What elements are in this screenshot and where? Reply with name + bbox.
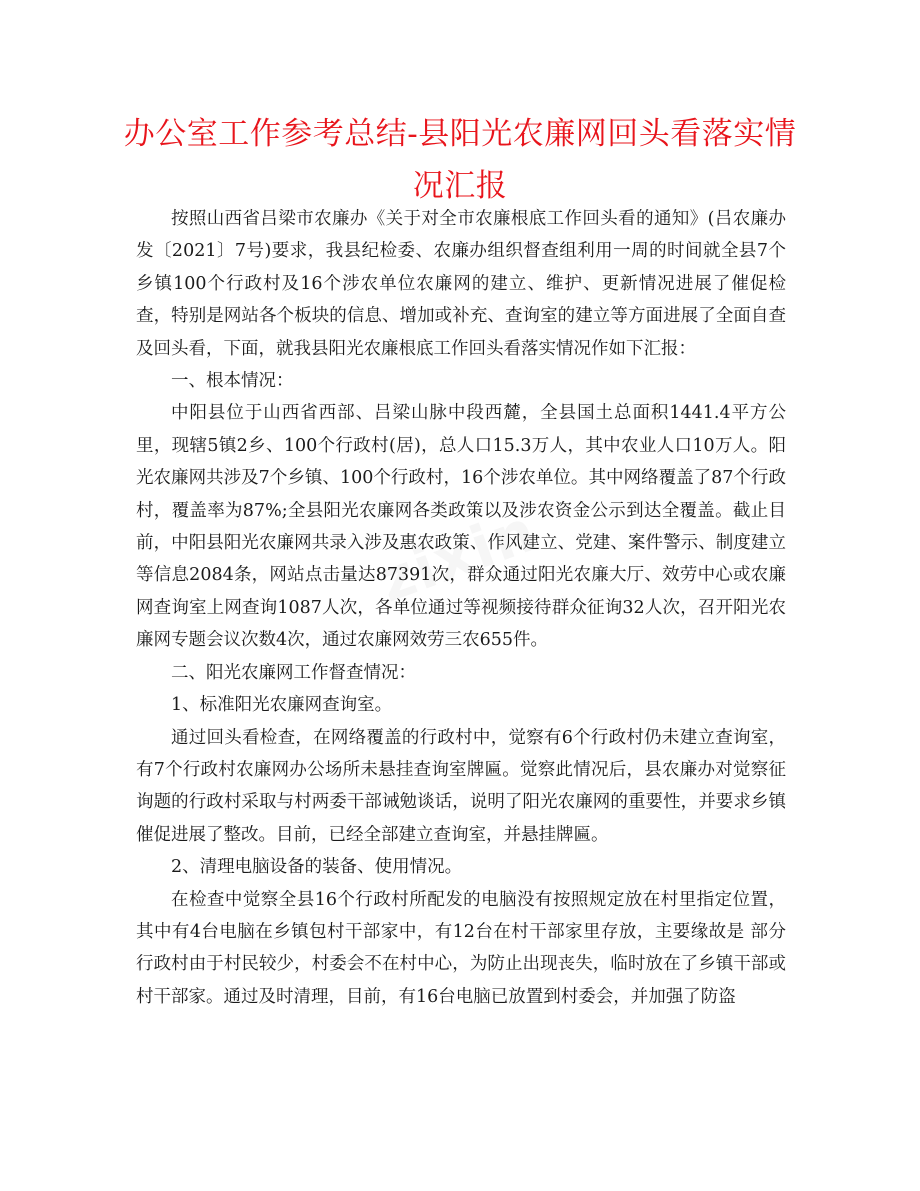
subheading-query-room: 1、标准阳光农廉网查询室。 — [171, 695, 393, 716]
heading-supervision: 二、阳光农廉网工作督查情况： — [171, 662, 416, 683]
paragraph-query-room: 通过回头看检查，在网络覆盖的行政村中，觉察有6个行政村仍未建立查询室，有7个行政村农廉网办公场所未悬挂查询室牌匾。觉察此情况后，县农廉办对觉察征询题的行政村采取与村两委干部诫勉谈话，说明了阳光农廉网的重要性，并要求乡镇催促进展了整改。目前，已经全部建立查询室，并悬挂牌匾。 — [136, 727, 786, 845]
heading-basic-situation: 一、根本情况： — [171, 371, 294, 392]
document-body — [136, 203, 786, 1013]
document-title: 办公室工作参考总结-县阳光农廉网回头看落实情况汇报 — [123, 116, 797, 204]
paragraph-intro: 按照山西省吕梁市农廉办《关于对全市农廉根底工作回头看的通知》(吕农廉办发〔2021〕7号)要求，我县纪检委、农廉办组织督查组利用一周的时间就全县7个乡镇100个行政村及16个涉农单位农廉网的建立、维护、更新情况进展了催促检查，特别是网站各个板块的信息、增加或补充、查询室的建立等方面进展了全面自查及回头看，下面，就我县阳光农廉根底工作回头看落实情况作如下汇报： — [136, 209, 786, 359]
watermark: zixin — [370, 496, 546, 616]
subheading-computer-equipment: 2、清理电脑设备的装备、使用情况。 — [171, 857, 463, 878]
paragraph-basic-situation: 中阳县位于山西省西部、吕梁山脉中段西麓，全县国土总面积1441.4平方公里，现辖5镇2乡、100个行政村(居)，总人口15.3万人，其中农业人口10万人。阳光农廉网共涉及7个乡镇、100个行政村，16个涉农单位。其中网络覆盖了87个行政村，覆盖率为87%;全县阳光农廉网各类政策以及涉农资金公示到达全覆盖。截止目前，中阳县阳光农廉网共录入涉及惠农政策、作风建立、党建、案件警示、制度建立等信息2084条，网站点击量达87391次，群众通过阳光农廉大厅、效劳中心或农廉网查询室上网查询1087人次，各单位通过等视频接待群众征询32人次，召开阳光农廉网专题会议次数4次，通过农廉网效劳三农655件。 — [136, 403, 786, 651]
paragraph-computer-equipment: 在检查中觉察全县16个行政村所配发的电脑没有按照规定放在村里指定位置，其中有4台电脑在乡镇包村干部家中，有12台在村干部家里存放，主要缘故是 部分行政村由于村民较少，村委会不在村中心，为防止出现丧失，临时放在了乡镇干部或村干部家。通过及时清理，目前，有16台电脑已放置到村委会，并加强了防盗 — [136, 889, 786, 1007]
